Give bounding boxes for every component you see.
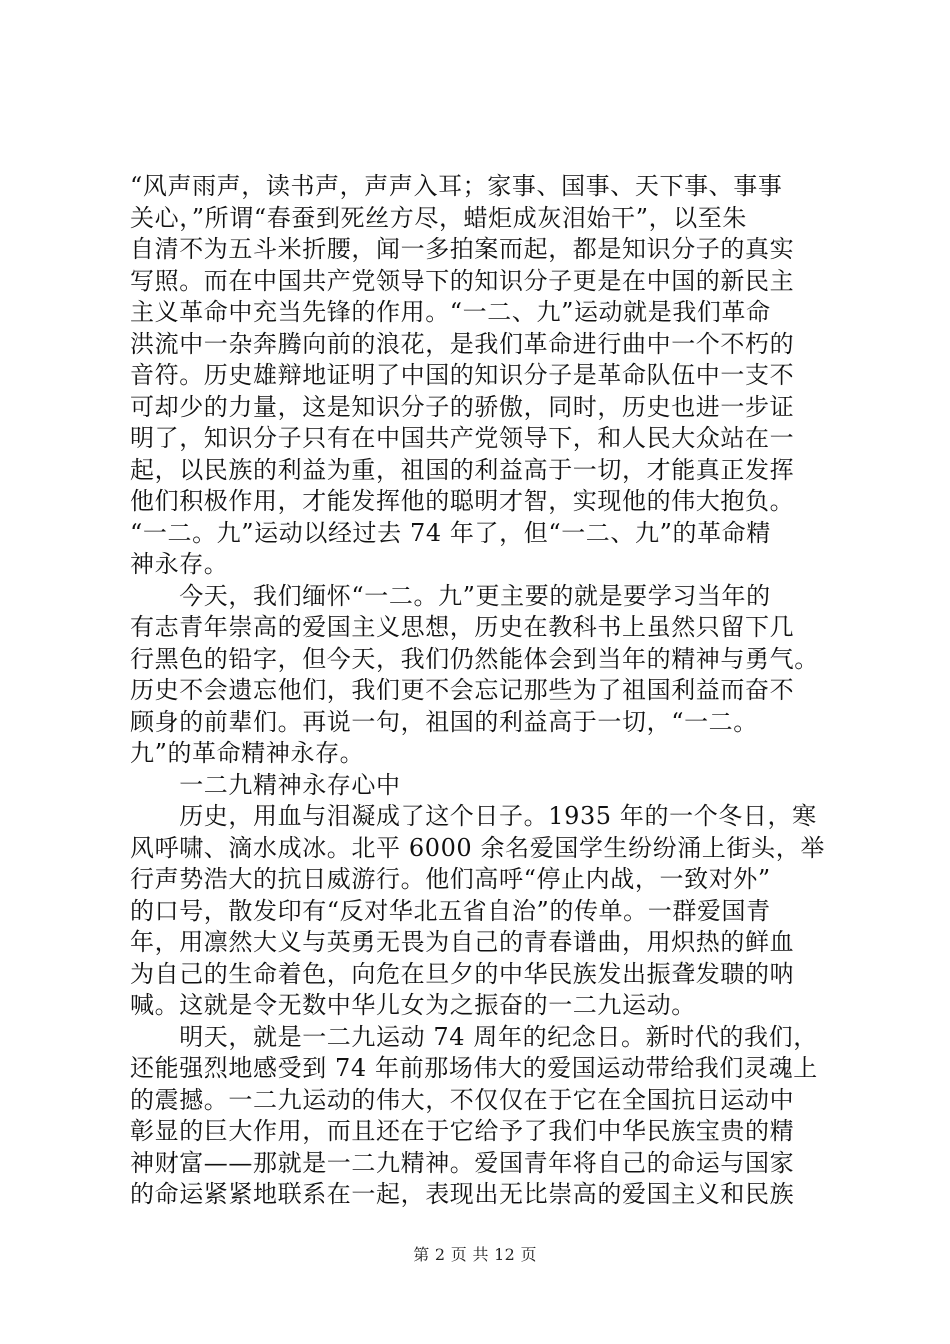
text-line: “一二。九”运动以经过去 74 年了，但“一二、九”的革命精: [130, 518, 771, 547]
section-heading: 一二九精神永存心中: [130, 770, 401, 799]
text-line: 行声势浩大的抗日威游行。他们高呼“停止内战，一致对外”: [130, 865, 771, 893]
text-line: 自清不为五斗米折腰，闻一多拍案而起，都是知识分子的真实: [130, 235, 795, 263]
text-line: 顾身的前辈们。再说一句，祖国的利益高于一切，“一二。: [130, 707, 758, 736]
text-line: 九”的革命精神永存。: [130, 739, 365, 767]
text-line: 神财富——那就是一二九精神。爱国青年将自己的命运与国家: [130, 1148, 795, 1177]
text-line: 喊。这就是令无数中华儿女为之振奋的一二九运动。: [130, 991, 696, 1019]
text-line: 的命运紧紧地联系在一起，表现出无比崇高的爱国主义和民族: [130, 1180, 795, 1208]
text-line: 行黑色的铅字，但今天，我们仍然能体会到当年的精神与勇气。: [130, 644, 819, 673]
text-line: 风呼啸、滴水成冰。北平 6000 余名爱国学生纷纷涌上街头，举: [130, 833, 825, 862]
text-line: 有志青年崇高的爱国主义思想，历史在教科书上虽然只留下几: [130, 613, 795, 641]
text-line: 的口号，散发印有“反对华北五省自治”的传单。一群爱国青: [130, 896, 771, 925]
text-line: 的震撼。一二九运动的伟大，不仅仅在于它在全国抗日运动中: [130, 1085, 795, 1114]
text-line: 神永存。: [130, 550, 229, 578]
text-line: 明天，就是一二九运动 74 周年的纪念日。新时代的我们，: [130, 1022, 818, 1051]
text-line: 历史，用血与泪凝成了这个日子。1935 年的一个冬日，寒: [130, 802, 817, 830]
text-line: 起，以民族的利益为重，祖国的利益高于一切，才能真正发挥: [130, 455, 795, 484]
text-line: 主义革命中充当先锋的作用。“一二、九”运动就是我们革命: [130, 298, 771, 326]
text-line: 关心，”所谓“春蚕到死丝方尽，蜡炬成灰泪始干”，以至朱: [130, 203, 748, 232]
text-line: 年，用凛然大义与英勇无畏为自己的青春谱曲，用炽热的鲜血: [130, 928, 795, 956]
text-line: 为自己的生命着色，向危在旦夕的中华民族发出振聋发聩的呐: [130, 959, 795, 988]
text-line: 还能强烈地感受到 74 年前那场伟大的爱国运动带给我们灵魂上: [130, 1054, 818, 1082]
text-line: 他们积极作用，才能发挥他的聪明才智，实现他的伟大抱负。: [130, 487, 795, 515]
text-line: 明了，知识分子只有在中国共产党领导下，和人民大众站在一: [130, 424, 795, 452]
text-line: 历史不会遗忘他们，我们更不会忘记那些为了祖国利益而奋不: [130, 676, 795, 704]
page-number-footer: 第 2 页 共 12 页: [413, 1245, 537, 1264]
text-line: 洪流中一杂奔腾向前的浪花，是我们革命进行曲中一个不朽的: [130, 329, 795, 358]
body-text: [130, 171, 830, 1211]
text-line: 可却少的力量，这是知识分子的骄傲，同时，历史也进一步证: [130, 392, 795, 421]
text-line: 今天，我们缅怀“一二。九”更主要的就是要学习当年的: [130, 581, 771, 610]
text-line: “风声雨声，读书声，声声入耳；家事、国事、天下事、事事: [130, 172, 783, 200]
text-line: 彰显的巨大作用，而且还在于它给予了我们中华民族宝贵的精: [130, 1117, 795, 1145]
text-line: 音符。历史雄辩地证明了中国的知识分子是革命队伍中一支不: [130, 361, 795, 389]
text-line: 写照。而在中国共产党领导下的知识分子更是在中国的新民主: [130, 266, 795, 295]
